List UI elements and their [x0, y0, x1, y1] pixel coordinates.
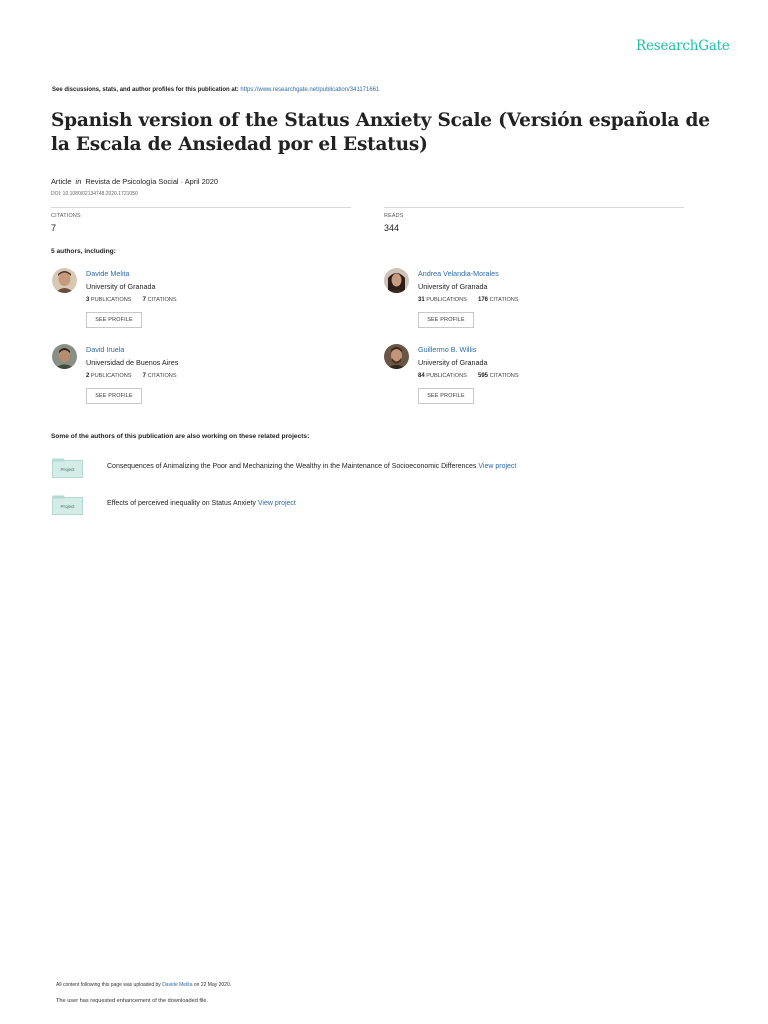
project-item	[52, 495, 732, 519]
publications-count: 2	[86, 373, 90, 379]
publications-count: 84	[418, 373, 425, 379]
citations-label: CITATIONS	[147, 297, 177, 303]
see-discussions-line	[52, 87, 379, 93]
journal-and-date[interactable]: Revista de Psicología Social · April 2020	[85, 177, 219, 186]
citations-label: CITATIONS	[147, 373, 177, 379]
author-institution: University of Granada	[86, 282, 156, 291]
publications-count: 31	[418, 297, 425, 303]
publications-label: PUBLICATIONS	[426, 297, 467, 303]
reads-value: 344	[384, 223, 400, 233]
publications-label: PUBLICATIONS	[90, 373, 132, 379]
citations-count: 595	[478, 373, 489, 379]
citations-divider	[51, 207, 351, 208]
uploader-link[interactable]: Davide Melita	[162, 982, 193, 988]
researchgate-logo[interactable]: ResearchGate	[636, 38, 730, 54]
author-stats	[86, 297, 177, 303]
see-profile-button[interactable]: SEE PROFILE	[418, 312, 474, 328]
see-discussions-text: See discussions, stats, and author profiles for this publication at:	[52, 87, 239, 93]
reads-label: READS	[384, 213, 404, 219]
project-title	[107, 500, 296, 507]
person-photo-icon[interactable]	[52, 268, 77, 293]
upload-note-suffix: on 22 May 2020.	[193, 982, 232, 988]
in-label: in	[75, 177, 82, 186]
author-stats	[418, 373, 519, 379]
project-title	[107, 463, 516, 470]
project-title-text: Effects of perceived inequality on Status Anxiety	[107, 500, 256, 507]
publication-url-link[interactable]: https://www.researchgate.net/publication/341171661	[240, 87, 380, 93]
project-item	[52, 458, 732, 482]
author-institution: Universidad de Buenos Aires	[86, 358, 179, 367]
author-name-link[interactable]: David Iruela	[86, 345, 125, 354]
citations-count: 7	[142, 297, 146, 303]
project-folder-icon[interactable]	[52, 458, 83, 478]
author-card	[384, 344, 684, 414]
author-name-link[interactable]: Davide Melita	[86, 269, 130, 278]
author-name-link[interactable]: Andrea Velandia-Morales	[418, 269, 499, 278]
citations-value: 7	[51, 223, 57, 233]
enhancement-request-note: The user has requested enhancement of the downloaded file.	[56, 998, 209, 1004]
project-badge-label: Project	[60, 467, 75, 472]
citations-label: CITATIONS	[51, 213, 81, 219]
see-profile-button[interactable]: SEE PROFILE	[418, 388, 474, 404]
publications-label: PUBLICATIONS	[426, 373, 467, 379]
view-project-link[interactable]: View project	[257, 500, 296, 507]
view-project-link[interactable]: View project	[478, 463, 517, 470]
author-stats	[86, 373, 177, 379]
publications-label: PUBLICATIONS	[90, 297, 132, 303]
author-card	[52, 344, 352, 414]
author-card	[52, 268, 352, 338]
article-type: Article	[51, 177, 72, 186]
person-photo-icon[interactable]	[384, 268, 409, 293]
see-profile-button[interactable]: SEE PROFILE	[86, 388, 142, 404]
publication-meta	[51, 177, 218, 186]
author-stats	[418, 297, 519, 303]
related-projects-heading: Some of the authors of this publication are also working on these related projects:	[51, 433, 310, 440]
see-profile-button[interactable]: SEE PROFILE	[86, 312, 142, 328]
person-photo-icon[interactable]	[52, 344, 77, 369]
citations-count: 7	[142, 373, 146, 379]
citations-count: 176	[478, 297, 489, 303]
publications-count: 3	[86, 297, 90, 303]
authors-heading: 5 authors, including:	[51, 248, 116, 255]
author-card	[384, 268, 684, 338]
reads-divider	[384, 207, 684, 208]
author-name-link[interactable]: Guillermo B. Willis	[418, 345, 477, 354]
project-badge-label: Project	[60, 504, 75, 509]
project-title-text: Consequences of Animalizing the Poor and Mechanizing the Wealthy in the Maintenance of Socioeconomic Differences	[107, 463, 477, 470]
author-institution: University of Granada	[418, 282, 488, 291]
person-photo-icon[interactable]	[384, 344, 409, 369]
upload-note	[56, 982, 231, 988]
project-folder-icon[interactable]	[52, 495, 83, 515]
upload-note-prefix: All content following this page was uploaded by	[56, 982, 161, 988]
doi-line[interactable]: DOI: 10.1080/02134748.2020.1721050	[51, 191, 138, 197]
citations-label: CITATIONS	[489, 297, 519, 303]
citations-label: CITATIONS	[489, 373, 519, 379]
publication-title: Spanish version of the Status Anxiety Scale (Versión española de la Escala de Ansiedad por el Estatus)	[51, 110, 710, 155]
author-institution: University of Granada	[418, 358, 488, 367]
